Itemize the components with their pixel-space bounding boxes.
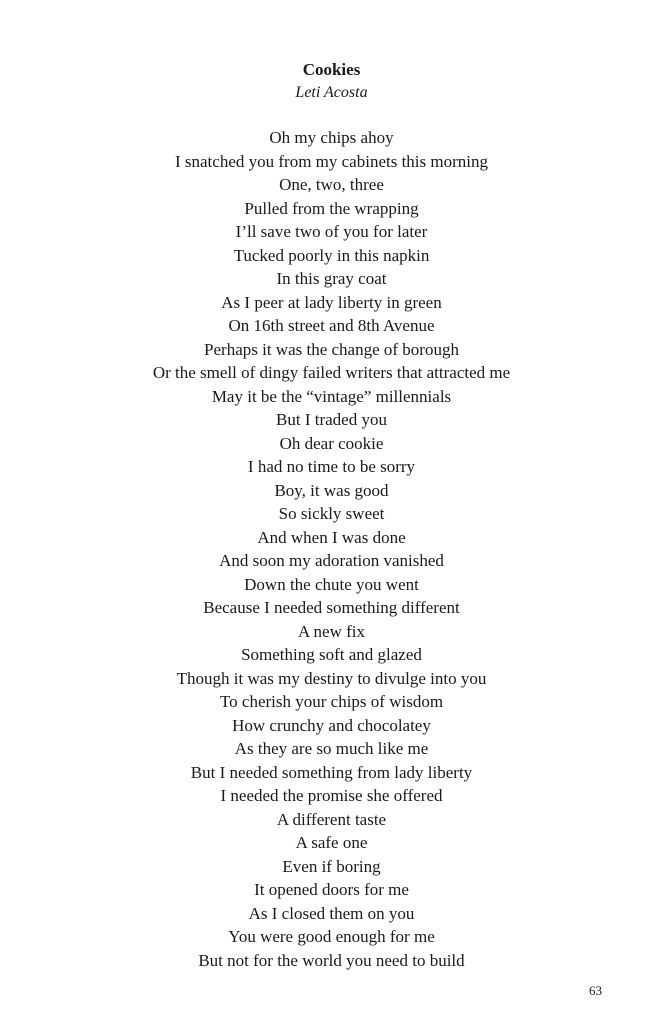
poem-line: Though it was my destiny to divulge into you [176, 668, 487, 688]
poem-line: On 16th street and 8th Avenue [228, 316, 435, 335]
poem-line: Oh dear cookie [279, 433, 384, 453]
poem-line: As I peer at lady liberty in green [221, 292, 442, 312]
poem-line: In this gray coat [276, 269, 387, 288]
poem-line: You were good enough for me [228, 927, 435, 946]
poem-line: But I needed something from lady liberty [190, 762, 473, 782]
poem-line: A different taste [276, 809, 387, 829]
poem-line: But not for the world you need to build [198, 950, 465, 970]
poem-line: So sickly sweet [278, 504, 385, 523]
poem-line: I’ll save two of you for later [235, 222, 428, 241]
poem-line: How crunchy and chocolatey [232, 715, 431, 735]
poem-line: One, two, three [279, 175, 384, 194]
poem-line: Perhaps it was the change of borough [204, 339, 459, 359]
poem-line: I needed the promise she offered [220, 786, 443, 805]
poem-line: May it be the “vintage” millennials [211, 386, 452, 406]
poem-author: Leti Acosta [295, 84, 368, 101]
poem-line: Or the smell of dingy failed writers that attracted me [152, 363, 511, 382]
poem-line: It opened doors for me [254, 880, 409, 899]
poem-line: Because I needed something different [203, 598, 460, 617]
poem-body [0, 126, 663, 972]
poem-line: Tucked poorly in this napkin [233, 245, 430, 265]
poem-line: Boy, it was good [274, 480, 389, 500]
poem-line: Oh my chips ahoy [269, 128, 394, 147]
page-number: 63 [589, 983, 602, 998]
poem-line: And soon my adoration vanished [219, 551, 444, 570]
poem-line: A safe one [295, 833, 368, 852]
poem-line: To cherish your chips of wisdom [219, 692, 444, 711]
poem-line: Even if boring [282, 856, 381, 876]
poem-line: I snatched you from my cabinets this morning [174, 151, 489, 171]
poem-line: As I closed them on you [248, 903, 415, 923]
poem-line: Pulled from the wrapping [244, 198, 419, 218]
poem-title: Cookies [302, 60, 361, 79]
poem-line: And when I was done [257, 527, 406, 547]
poem-line: Something soft and glazed [241, 645, 422, 664]
poem-line: But I traded you [276, 410, 387, 429]
poem-line: I had no time to be sorry [247, 457, 416, 476]
poem-line: Down the chute you went [244, 574, 419, 594]
poem-line: A new fix [297, 621, 366, 641]
poem-line: As they are so much like me [234, 739, 429, 758]
